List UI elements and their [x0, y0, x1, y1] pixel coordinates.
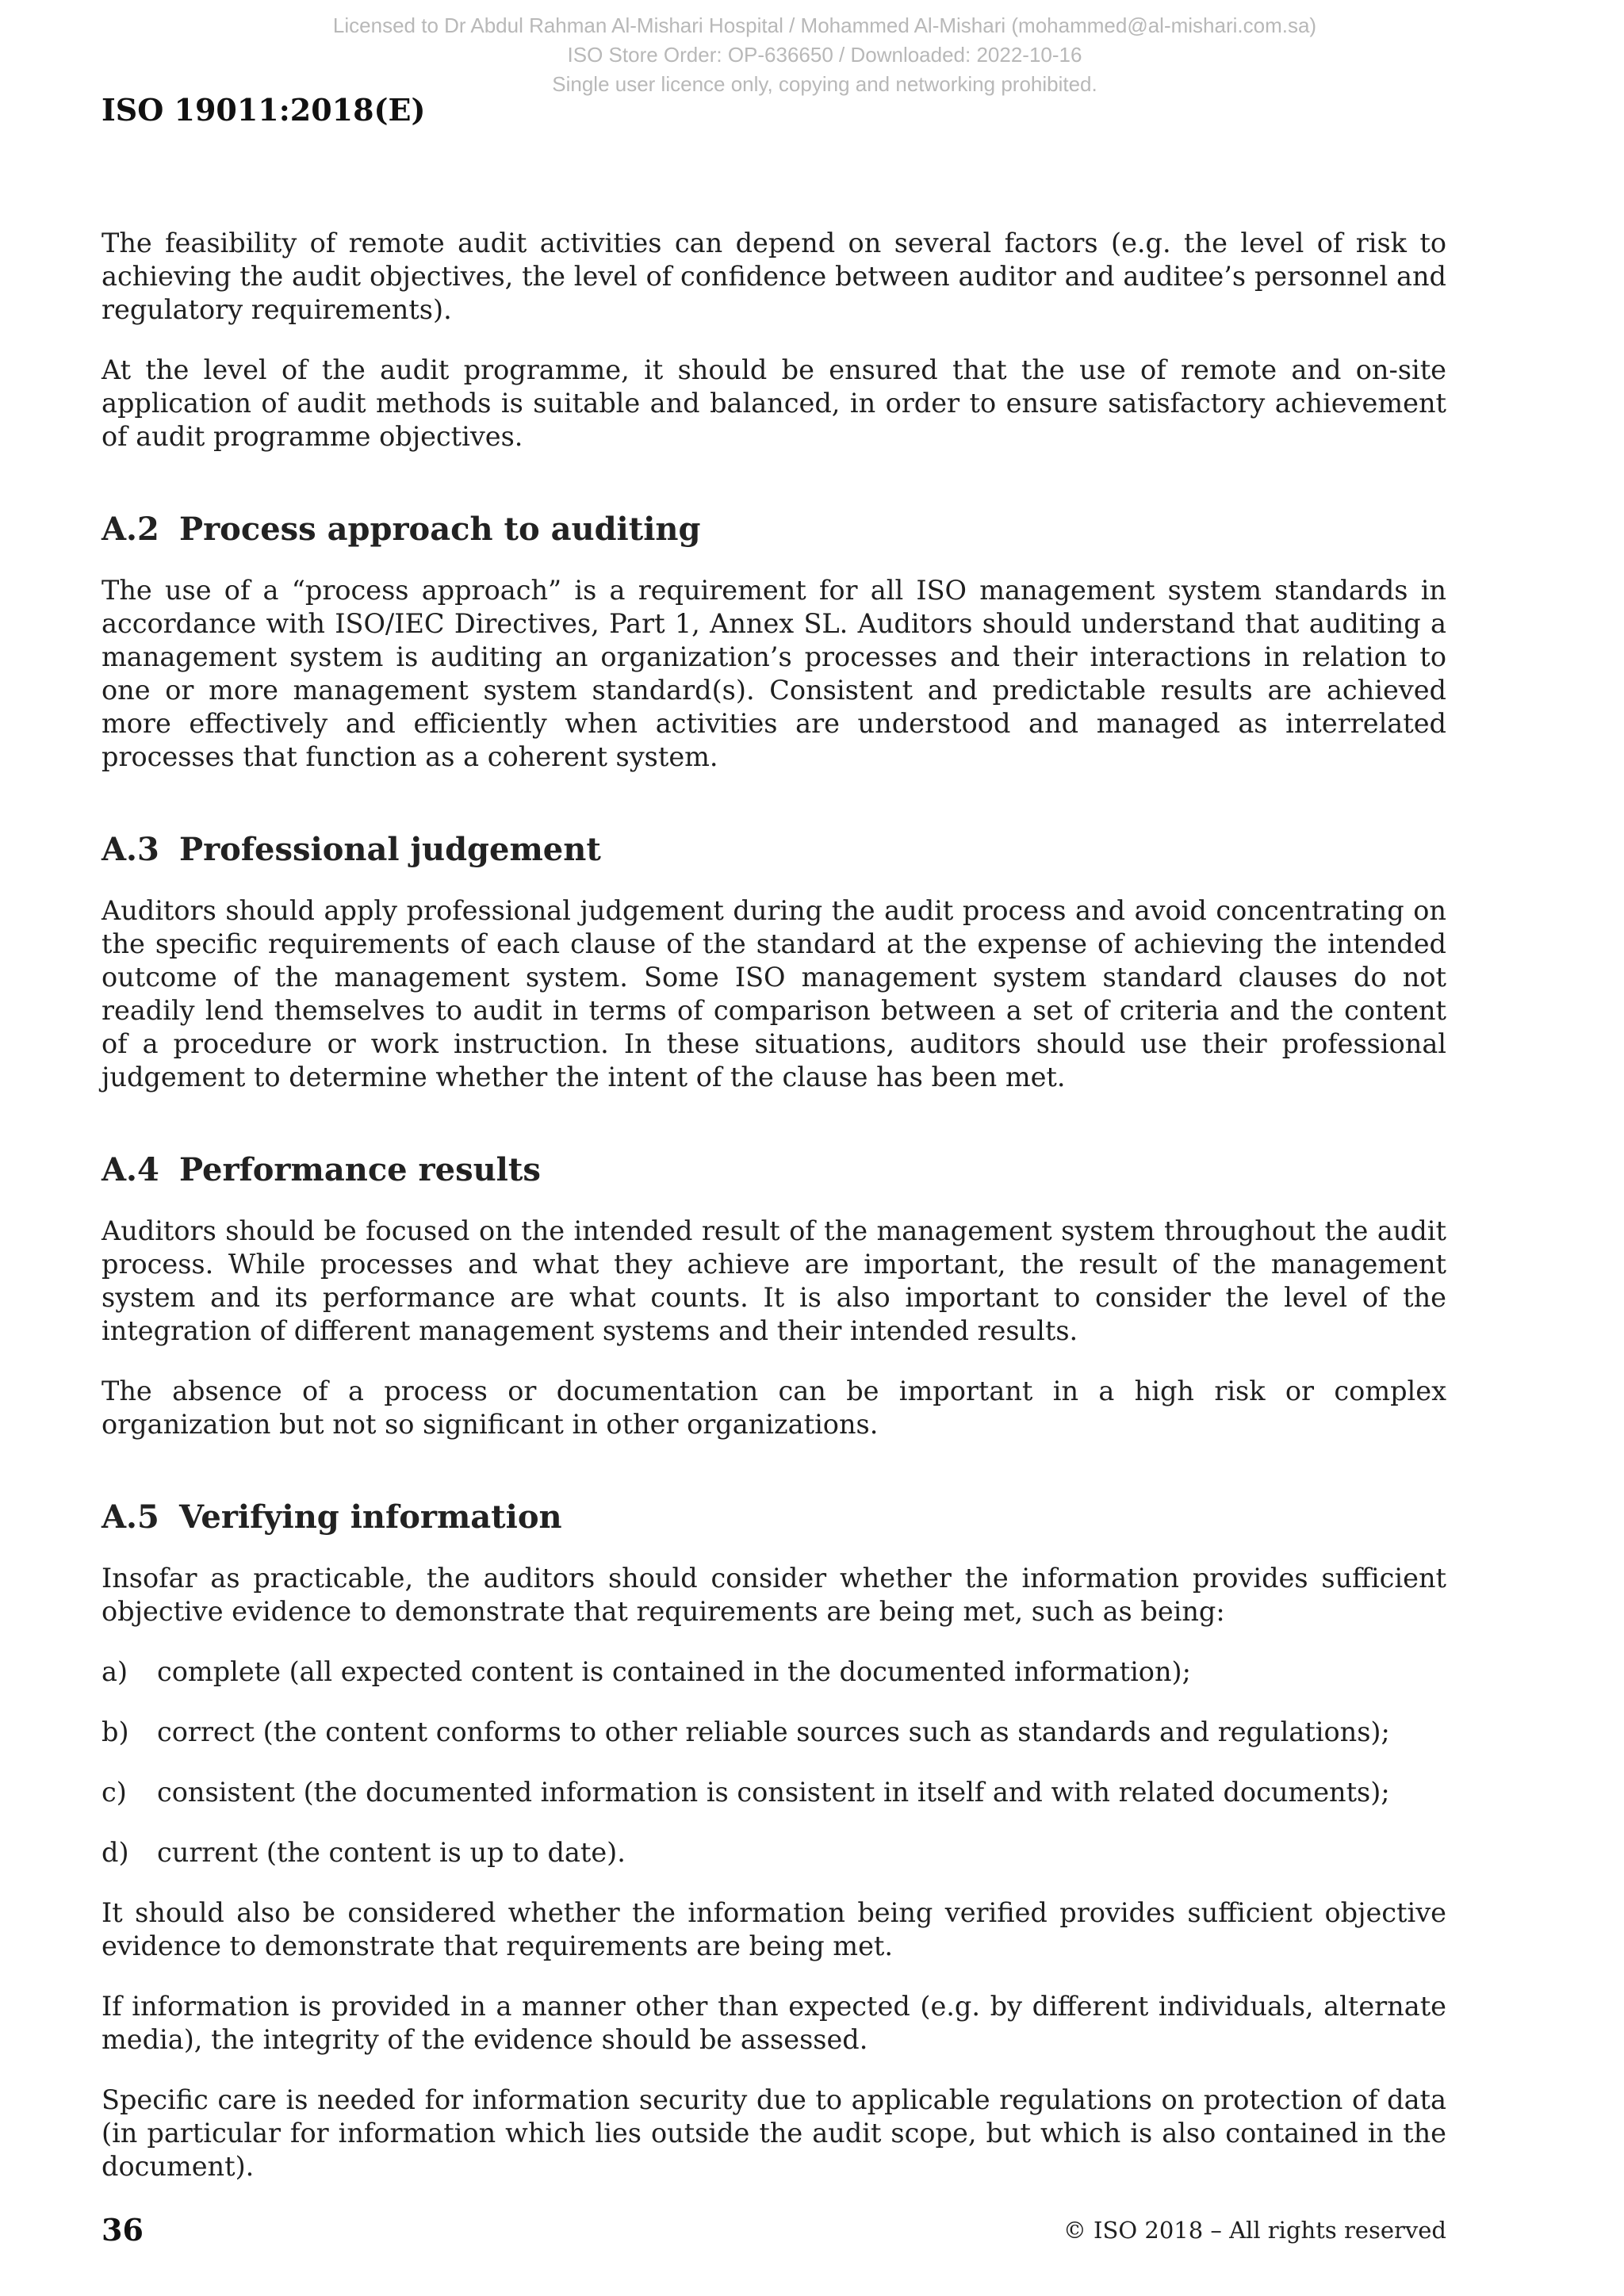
- list-marker: d): [102, 1837, 129, 1868]
- license-line-1: Licensed to Dr Abdul Rahman Al-Mishari Hospital / Mohammed Al-Mishari (mohammed@al-mishari.com.sa): [332, 13, 1317, 37]
- page-number: 36: [102, 2212, 144, 2248]
- list-item-text: current (the content is up to date).: [157, 1837, 626, 1868]
- license-line-3: Single user licence only, copying and networking prohibited.: [552, 72, 1097, 96]
- list-marker: b): [102, 1716, 129, 1747]
- section-number: A.2: [102, 511, 159, 548]
- section-number: A.5: [102, 1498, 159, 1536]
- section-a5-paragraph-3: If information is provided in a manner other than expected (e.g. by different individuals, alternate media), the integrity of the evidence should be assessed.: [102, 1991, 1446, 2055]
- section-heading-a5: [102, 1497, 1446, 1538]
- section-a5-paragraph-2: It should also be considered whether the information being verified provides sufficient objective evidence to demonstrate that requirements are being met.: [102, 1897, 1446, 1961]
- section-a4-paragraph-2: The absence of a process or documentation can be important in a high risk or complex organization but not so significant in other organizations.: [102, 1376, 1446, 1440]
- intro-paragraph-1: The feasibility of remote audit activities can depend on several factors (e.g. the level of risk to achieving the audit objectives, the level of confidence between auditor and auditee’s personnel and regulatory requirements).: [102, 228, 1446, 325]
- section-title: Professional judgement: [179, 831, 601, 868]
- list-item: [102, 1836, 1446, 1869]
- list-marker: c): [102, 1777, 127, 1808]
- list-item-text: consistent (the documented information is consistent in itself and with related documents);: [157, 1777, 1390, 1808]
- section-heading-a2: [102, 509, 1446, 550]
- document-id: ISO 19011:2018(E): [102, 92, 426, 128]
- section-number: A.3: [102, 831, 159, 868]
- section-heading-a3: [102, 829, 1446, 871]
- section-a5-paragraph-4: Specific care is needed for information security due to applicable regulations on protection of data (in particular for information which lies outside the audit scope, but which is also contained in the document).: [102, 2084, 1446, 2182]
- intro-paragraph-2: At the level of the audit programme, it should be ensured that the use of remote and on-site application of audit methods is suitable and balanced, in order to ensure satisfactory achievement of audit programme objectives.: [102, 354, 1446, 452]
- section-title: Process approach to auditing: [179, 511, 701, 548]
- copyright-notice: © ISO 2018 – All rights reserved: [1063, 2217, 1446, 2244]
- list-marker: a): [102, 1656, 128, 1687]
- list-item: [102, 1776, 1446, 1809]
- list-item-text: complete (all expected content is contained in the documented information);: [157, 1656, 1191, 1687]
- page-content: [102, 227, 1446, 2210]
- list-item: [102, 1655, 1446, 1689]
- section-a5-paragraph-1: Insofar as practicable, the auditors should consider whether the information provides sufficient objective evidence to demonstrate that requirements are being met, such as being:: [102, 1563, 1446, 1627]
- section-heading-a4: [102, 1150, 1446, 1191]
- list-item-text: correct (the content conforms to other reliable sources such as standards and regulations);: [157, 1716, 1390, 1747]
- section-number: A.4: [102, 1151, 159, 1188]
- verification-criteria-list: [102, 1655, 1446, 1869]
- section-a2-paragraph: The use of a “process approach” is a requirement for all ISO management system standards in accordance with ISO/IEC Directives, Part 1, Annex SL. Auditors should understand that auditing a management system is auditing an organization’s processes and their interactions in relation to one or more management system standard(s). Consistent and predictable results are achieved more effectively and efficiently when activities are understood and managed as interrelated processes that function as a coherent system.: [102, 575, 1446, 772]
- section-a3-paragraph: Auditors should apply professional judgement during the audit process and avoid concentrating on the specific requirements of each clause of the standard at the expense of achieving the intended outcome of the management system. Some ISO management system standard clauses do not readily lend themselves to audit in terms of comparison between a set of criteria and the content of a procedure or work instruction. In these situations, auditors should use their professional judgement to determine whether the intent of the clause has been met.: [102, 895, 1446, 1093]
- section-a4-paragraph-1: Auditors should be focused on the intended result of the management system throughout the audit process. While processes and what they achieve are important, the result of the management system and its performance are what counts. It is also important to consider the level of the integration of different management systems and their intended results.: [102, 1215, 1446, 1346]
- section-title: Performance results: [179, 1151, 541, 1188]
- license-line-2: ISO Store Order: OP-636650 / Downloaded: 2022-10-16: [567, 43, 1082, 67]
- license-watermark: [206, 11, 1443, 99]
- section-title: Verifying information: [179, 1498, 562, 1536]
- list-item: [102, 1716, 1446, 1749]
